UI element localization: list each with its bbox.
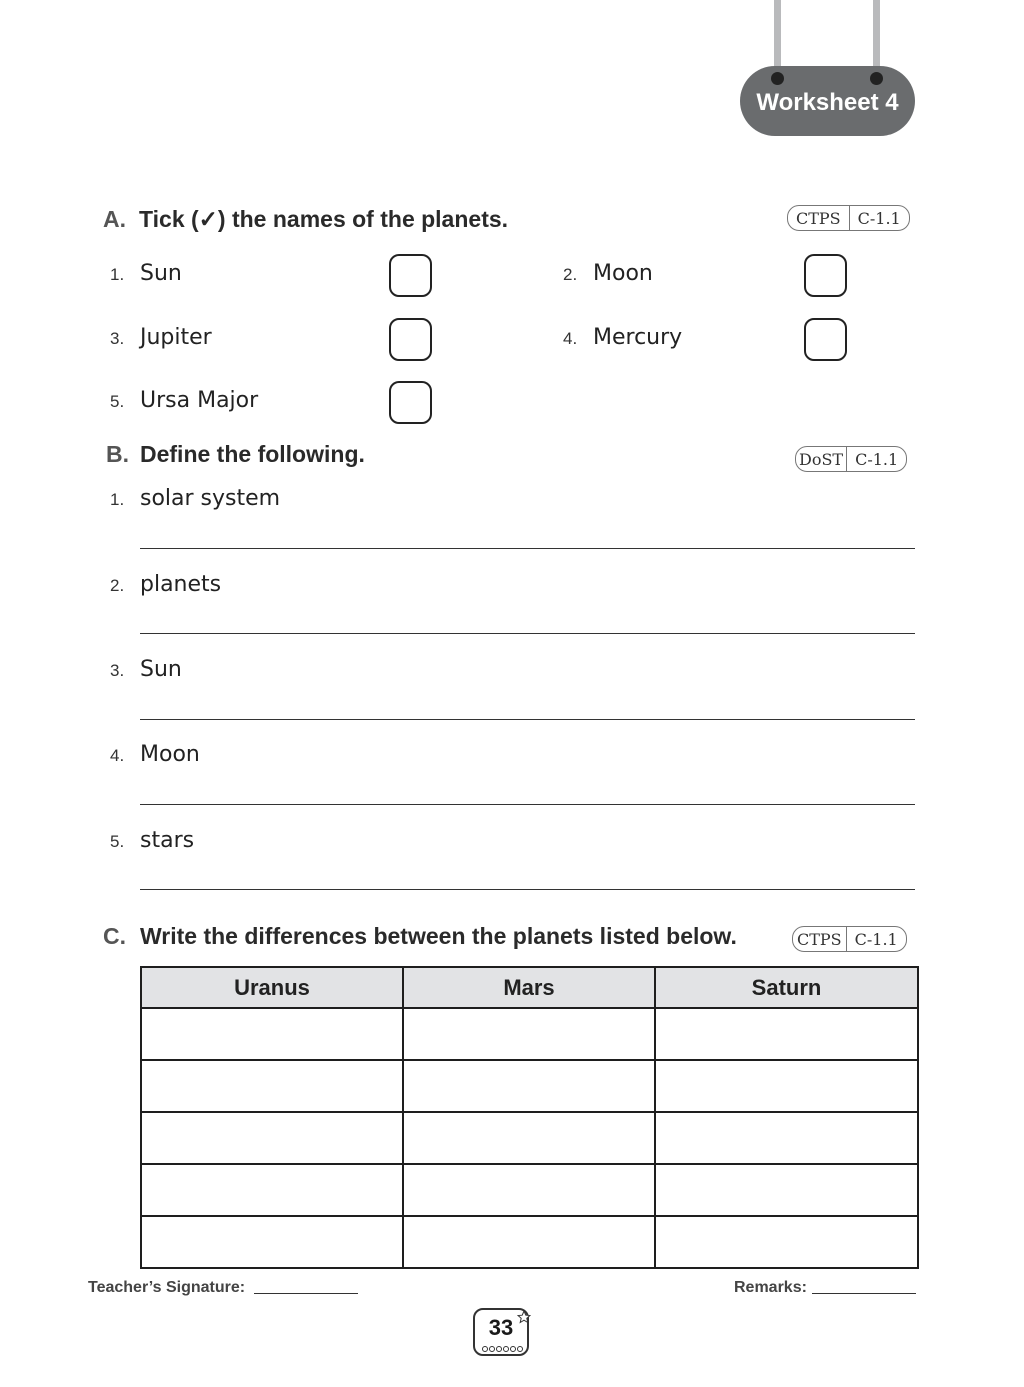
tick-checkbox[interactable] (804, 254, 847, 297)
tick-checkbox[interactable] (804, 318, 847, 361)
table-cell[interactable] (141, 1060, 403, 1112)
answer-line[interactable] (140, 548, 915, 549)
page-number: 33 (488, 1315, 514, 1340)
section-b-heading (106, 441, 365, 468)
table-cell[interactable] (141, 1112, 403, 1164)
section-b-badge-code: C-1.1 (855, 449, 899, 469)
column-header-uranus: Uranus (141, 967, 403, 1008)
planet-option-label: Moon (593, 261, 653, 286)
table-cell[interactable] (403, 1060, 655, 1112)
definition-term: solar system (140, 486, 281, 511)
table-cell[interactable] (403, 1164, 655, 1216)
section-a-title: Tick (✓) the names of the planets. (139, 206, 509, 232)
worksheet-tag-label: Worksheet 4 (756, 89, 899, 116)
table-row (141, 1164, 918, 1216)
section-c-letter: C. (103, 923, 126, 949)
definition-term: stars (140, 828, 195, 853)
definition-term: planets (140, 572, 222, 597)
section-a-badge (787, 205, 910, 231)
item-number: 3. (110, 661, 125, 680)
table-cell[interactable] (403, 1112, 655, 1164)
table-cell[interactable] (141, 1216, 403, 1268)
hanger-ring-left (771, 72, 784, 85)
table-cell[interactable] (655, 1216, 918, 1268)
column-header-mars: Mars (403, 967, 655, 1008)
tick-checkbox[interactable] (389, 254, 432, 297)
section-a-heading (103, 206, 508, 233)
remarks-label: Remarks: (734, 1279, 807, 1296)
column-header-saturn: Saturn (655, 967, 918, 1008)
page-badge-dots-decoration (481, 1345, 523, 1353)
table-cell[interactable] (655, 1164, 918, 1216)
table-cell[interactable] (141, 1008, 403, 1060)
table-cell[interactable] (403, 1008, 655, 1060)
table-cell[interactable] (655, 1112, 918, 1164)
star-icon (517, 1310, 531, 1324)
planet-option-label: Mercury (593, 325, 683, 350)
table-row (141, 1112, 918, 1164)
section-c-badge-code: C-1.1 (854, 929, 898, 949)
section-c-title: Write the differences between the planets listed below. (140, 923, 737, 949)
item-number: 4. (563, 329, 578, 348)
item-number: 4. (110, 746, 125, 765)
definition-term: Moon (140, 742, 200, 767)
answer-line[interactable] (140, 633, 915, 634)
tick-checkbox[interactable] (389, 318, 432, 361)
table-row (141, 1008, 918, 1060)
item-number: 1. (110, 490, 125, 509)
item-number: 1. (110, 265, 125, 284)
remarks-line[interactable] (812, 1293, 916, 1294)
answer-line[interactable] (140, 804, 915, 805)
section-b-badge (795, 446, 907, 472)
answer-line[interactable] (140, 719, 915, 720)
table-cell[interactable] (403, 1216, 655, 1268)
table-cell[interactable] (141, 1164, 403, 1216)
section-b-badge-skill: DoST (796, 447, 847, 471)
tick-checkbox[interactable] (389, 381, 432, 424)
table-cell[interactable] (655, 1008, 918, 1060)
section-a-badge-skill: CTPS (788, 206, 850, 230)
table-row (141, 1216, 918, 1268)
table-header-row (141, 967, 918, 1008)
hanger-ring-right (870, 72, 883, 85)
planet-option-label: Sun (140, 261, 182, 286)
section-b-letter: B. (106, 441, 129, 467)
item-number: 5. (110, 392, 125, 411)
definition-term: Sun (140, 657, 182, 682)
item-number: 5. (110, 832, 125, 851)
item-number: 2. (110, 576, 125, 595)
worksheet-tag (740, 66, 915, 136)
item-number: 3. (110, 329, 125, 348)
table-row (141, 1060, 918, 1112)
item-number: 2. (563, 265, 578, 284)
section-c-badge-skill: CTPS (793, 927, 847, 951)
hanger-string-left (774, 0, 781, 76)
section-c-heading (103, 923, 737, 950)
teacher-signature-label: Teacher’s Signature: (88, 1279, 246, 1296)
hanger-string-right (873, 0, 880, 76)
planet-option-label: Jupiter (140, 325, 212, 350)
teacher-signature-line[interactable] (254, 1293, 358, 1294)
planet-option-label: Ursa Major (140, 388, 259, 413)
section-c-badge (792, 926, 907, 952)
differences-table (140, 966, 919, 1269)
table-cell[interactable] (655, 1060, 918, 1112)
section-a-badge-code: C-1.1 (857, 208, 901, 228)
answer-line[interactable] (140, 889, 915, 890)
section-b-title: Define the following. (140, 441, 365, 467)
section-a-letter: A. (103, 206, 126, 232)
